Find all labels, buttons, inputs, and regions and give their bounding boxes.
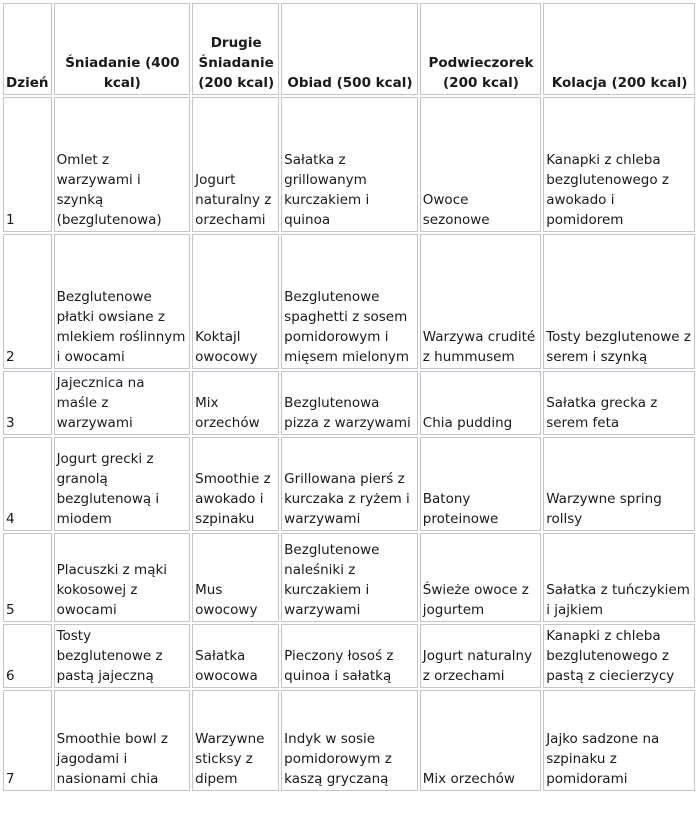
cell-breakfast: Omlet z warzywami i szynką (bezglutenowa) (54, 97, 191, 232)
cell-lunch: Indyk w sosie pomidorowym z kaszą gryczaną (281, 690, 418, 791)
cell-dinner: Kanapki z chleba bezglutenowego z awokado i pomidorem (543, 97, 695, 232)
cell-lunch: Pieczony łosoś z quinoa i sałatką (281, 624, 418, 688)
cell-snack: Warzywa crudité z hummusem (420, 234, 541, 369)
cell-breakfast: Tosty bezglutenowe z pastą jajeczną (54, 624, 191, 688)
cell-second-breakfast: Mus owocowy (192, 533, 279, 622)
table-row (3, 533, 695, 622)
table-body (3, 97, 695, 791)
cell-dinner: Sałatka z tuńczykiem i jajkiem (543, 533, 695, 622)
cell-breakfast: Jogurt grecki z granolą bezglutenową i miodem (54, 437, 191, 531)
table-header (3, 3, 695, 95)
cell-second-breakfast: Smoothie z awokado i szpinaku (192, 437, 279, 531)
cell-day: 2 (3, 234, 52, 369)
cell-dinner: Kanapki z chleba bezglutenowego z pastą z ciecierzycy (543, 624, 695, 688)
header-second-breakfast: Drugie Śniadanie (200 kcal) (192, 3, 279, 95)
table-row (3, 371, 695, 435)
cell-breakfast: Smoothie bowl z jagodami i nasionami chia (54, 690, 191, 791)
cell-day: 3 (3, 371, 52, 435)
header-breakfast: Śniadanie (400 kcal) (54, 3, 191, 95)
cell-day: 4 (3, 437, 52, 531)
cell-dinner: Sałatka grecka z serem feta (543, 371, 695, 435)
cell-second-breakfast: Sałatka owocowa (192, 624, 279, 688)
cell-lunch: Bezglutenowe spaghetti z sosem pomidorowym i mięsem mielonym (281, 234, 418, 369)
table-row (3, 234, 695, 369)
cell-lunch: Bezglutenowe naleśniki z kurczakiem i warzywami (281, 533, 418, 622)
header-dinner: Kolacja (200 kcal) (543, 3, 695, 95)
cell-day: 6 (3, 624, 52, 688)
cell-breakfast: Placuszki z mąki kokosowej z owocami (54, 533, 191, 622)
header-row (3, 3, 695, 95)
cell-second-breakfast: Mix orzechów (192, 371, 279, 435)
cell-snack: Chia pudding (420, 371, 541, 435)
cell-snack: Jogurt naturalny z orzechami (420, 624, 541, 688)
table-row (3, 690, 695, 791)
cell-lunch: Bezglutenowa pizza z warzywami (281, 371, 418, 435)
cell-day: 1 (3, 97, 52, 232)
header-lunch: Obiad (500 kcal) (281, 3, 418, 95)
cell-snack: Mix orzechów (420, 690, 541, 791)
cell-lunch: Sałatka z grillowanym kurczakiem i quinoa (281, 97, 418, 232)
cell-day: 5 (3, 533, 52, 622)
cell-snack: Świeże owoce z jogurtem (420, 533, 541, 622)
cell-snack: Owoce sezonowe (420, 97, 541, 232)
cell-second-breakfast: Warzywne sticksy z dipem (192, 690, 279, 791)
cell-dinner: Warzywne spring rollsy (543, 437, 695, 531)
cell-snack: Batony proteinowe (420, 437, 541, 531)
meal-plan-table (1, 1, 697, 793)
cell-dinner: Tosty bezglutenowe z serem i szynką (543, 234, 695, 369)
cell-lunch: Grillowana pierś z kurczaka z ryżem i warzywami (281, 437, 418, 531)
table-row (3, 437, 695, 531)
header-snack: Podwieczorek (200 kcal) (420, 3, 541, 95)
cell-second-breakfast: Koktajl owocowy (192, 234, 279, 369)
cell-breakfast: Bezglutenowe płatki owsiane z mlekiem roślinnym i owocami (54, 234, 191, 369)
table-row (3, 624, 695, 688)
cell-dinner: Jajko sadzone na szpinaku z pomidorami (543, 690, 695, 791)
cell-day: 7 (3, 690, 52, 791)
header-day: Dzień (3, 3, 52, 95)
table-row (3, 97, 695, 232)
cell-second-breakfast: Jogurt naturalny z orzechami (192, 97, 279, 232)
cell-breakfast: Jajecznica na maśle z warzywami (54, 371, 191, 435)
